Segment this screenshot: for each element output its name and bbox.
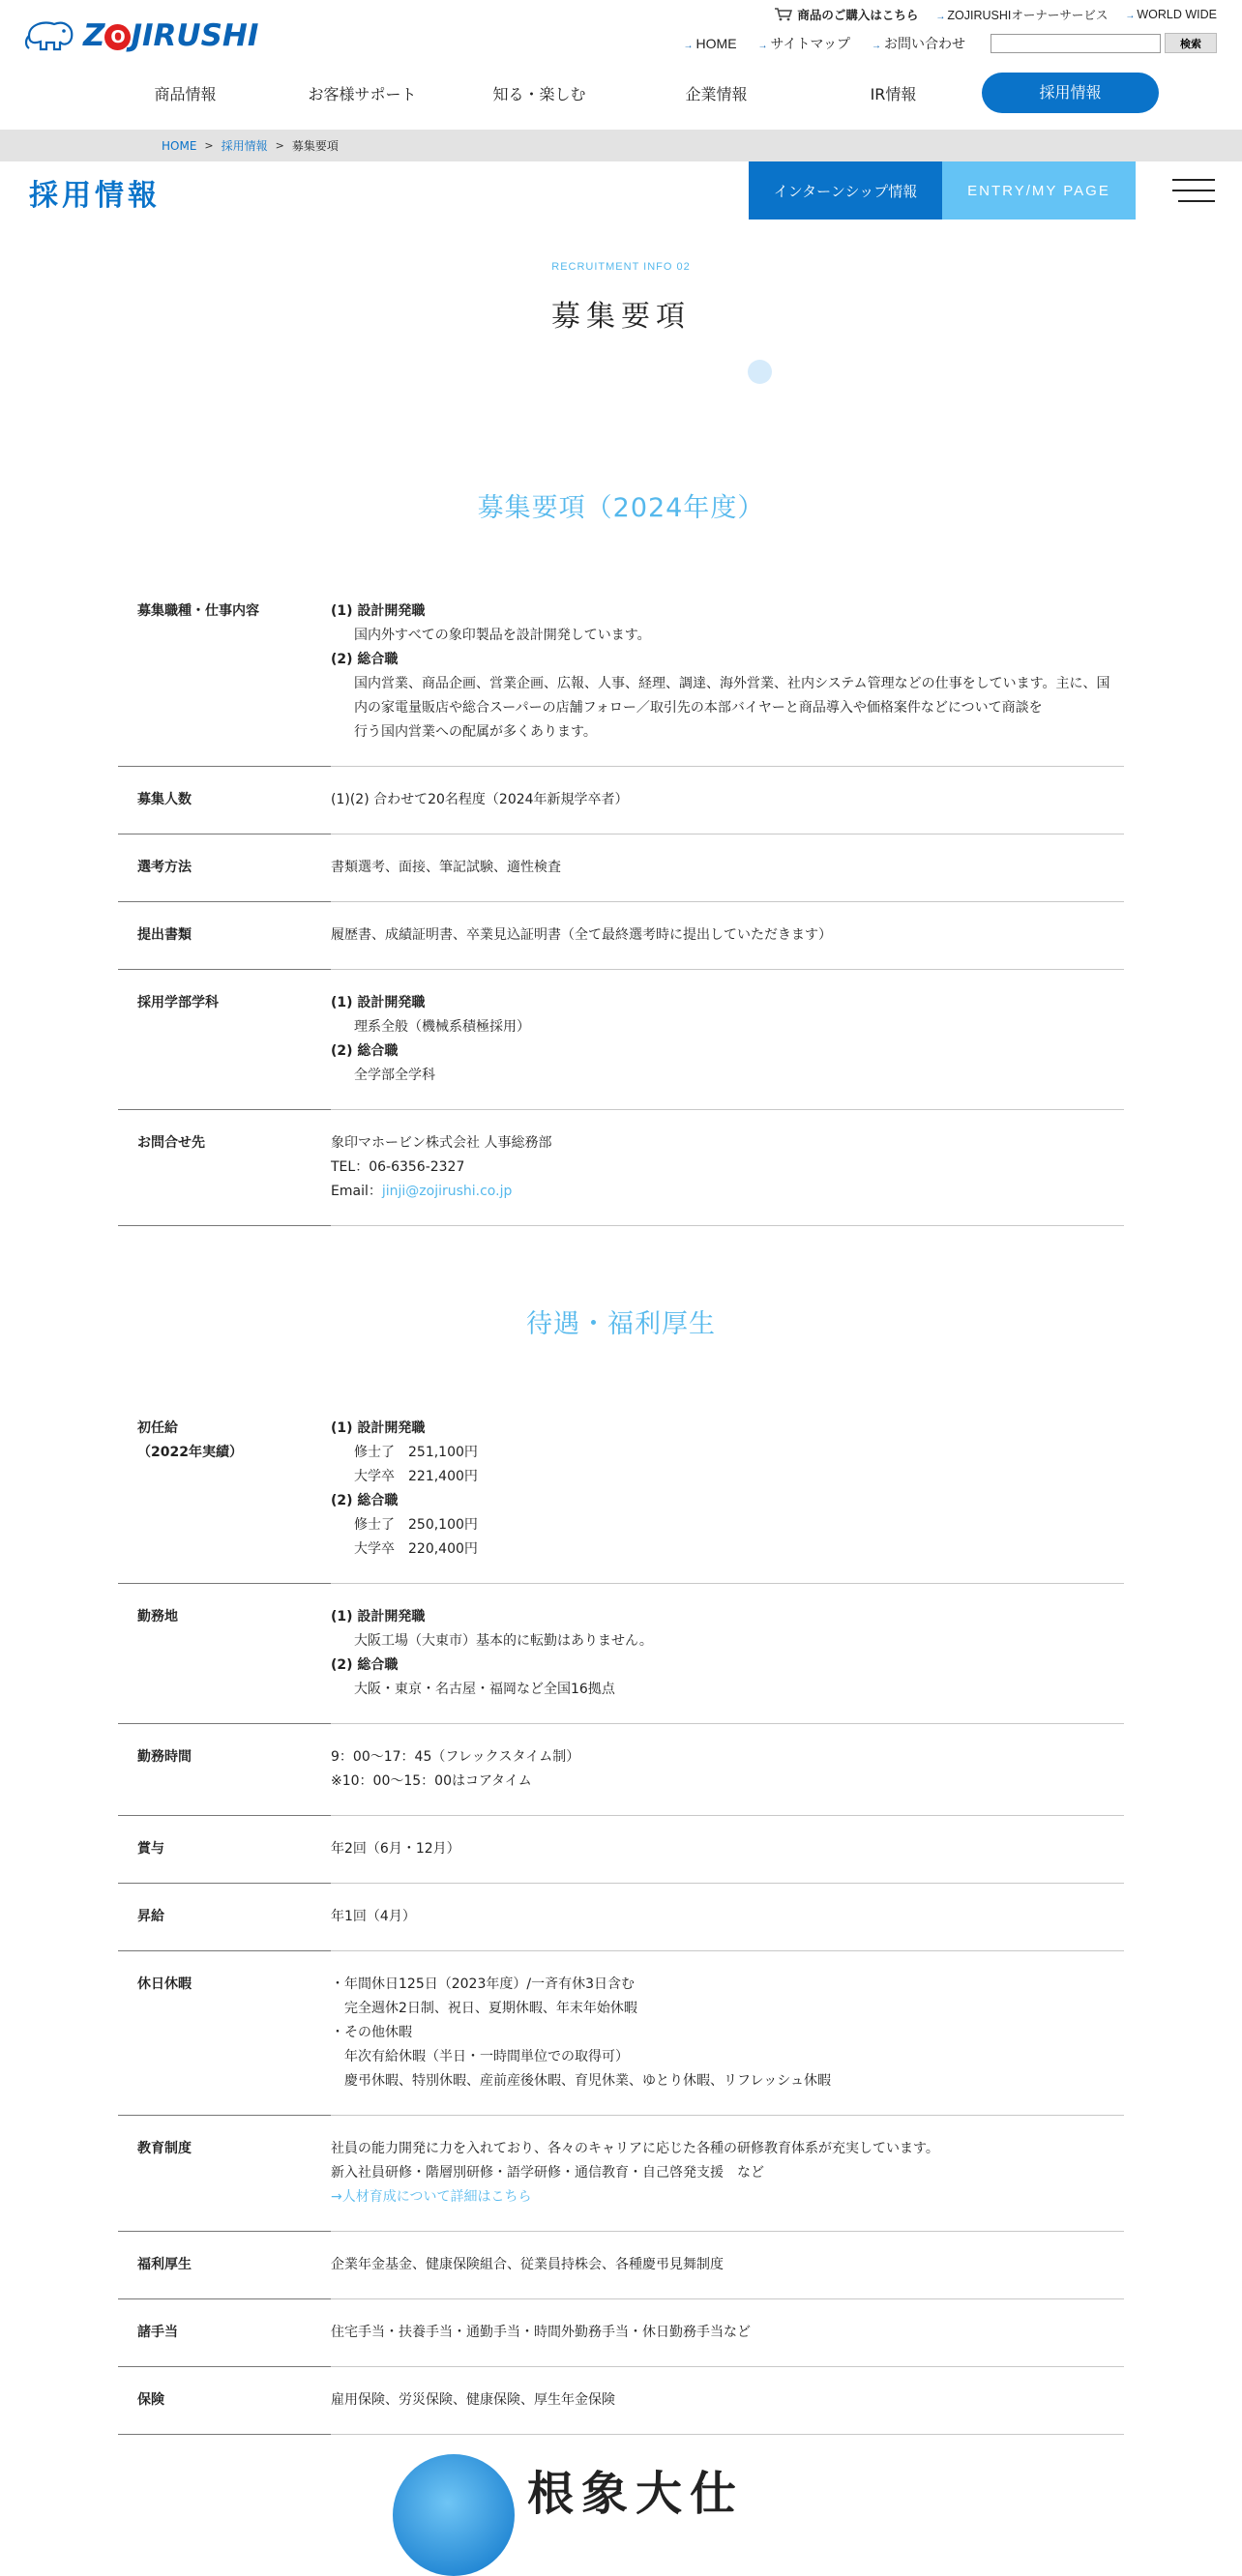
row-label-text: 提出書類 xyxy=(137,927,192,943)
detail-link[interactable] xyxy=(331,2185,1124,2210)
hero-decoration-dot xyxy=(748,360,772,384)
contact-label: お問い合わせ xyxy=(884,35,965,51)
row-value-text: 年1回（4月） xyxy=(331,1909,416,1924)
internship-button[interactable]: インターンシップ情報 xyxy=(749,161,942,220)
row-label-note: （2022年実績） xyxy=(137,1445,243,1460)
row-value-text: 大阪・東京・名古屋・福岡など全国16拠点 xyxy=(354,1682,615,1697)
page-title: 募集要項 xyxy=(551,300,691,334)
row-label-text: 勤務地 xyxy=(137,1609,178,1625)
row-value-line xyxy=(331,1039,1124,1064)
row-label-text: 募集職種・仕事内容 xyxy=(137,603,259,619)
row-value-text: 大阪工場（大東市）基本的に転勤はありません。 xyxy=(354,1633,653,1649)
row-value-line xyxy=(331,1131,1124,1156)
email-link[interactable]: jinji@zojirushi.co.jp xyxy=(381,1184,513,1199)
row-value-line xyxy=(331,1973,1124,1997)
row-value-line xyxy=(331,1537,1124,1562)
table-row xyxy=(118,1816,1124,1884)
row-value-text: 完全週休2日制、祝日、夏期休暇、年末年始休暇 xyxy=(331,2001,637,2016)
row-value-text: TEL：06-6356-2327 xyxy=(331,1159,465,1175)
row-label xyxy=(118,2116,331,2232)
row-label-text: 選考方法 xyxy=(137,860,192,875)
main-nav xyxy=(97,72,1161,114)
contact-link[interactable] xyxy=(872,34,965,53)
row-value-text: 修士了 251,100円 xyxy=(354,1445,478,1460)
breadcrumb-separator: > xyxy=(275,139,284,152)
row-value-line xyxy=(331,856,1124,880)
table-row xyxy=(118,970,1124,1110)
row-label-text: 教育制度 xyxy=(137,2141,192,2156)
table-row xyxy=(118,767,1124,834)
row-label-text: 休日休暇 xyxy=(137,1976,192,1992)
arrow-icon: → xyxy=(683,40,694,51)
owner-service-label: ZOJIRUSHIオーナーサービス xyxy=(947,9,1109,22)
row-value xyxy=(331,2367,1124,2435)
row-value-text: ・その他休暇 xyxy=(331,2025,412,2040)
row-label-text: 保険 xyxy=(137,2392,164,2408)
row-label xyxy=(118,1584,331,1724)
brand-name: Z O JIRUSHI xyxy=(83,18,259,53)
row-value-text: 大学卒 220,400円 xyxy=(354,1541,478,1557)
row-label xyxy=(118,1724,331,1816)
row-value-text: (1)(2) 合わせて20名程度（2024年新規学卒者） xyxy=(331,792,629,807)
row-value-line xyxy=(331,648,1124,672)
row-value-text: 国内外すべての象印製品を設計開発しています。 xyxy=(354,628,651,643)
row-value-text: 社員の能力開発に力を入れており、各々のキャリアに応じた各種の研修教育体系が充実しています。 xyxy=(331,2141,939,2156)
row-label xyxy=(118,1951,331,2116)
row-value xyxy=(331,902,1124,970)
row-value-line xyxy=(331,1180,1124,1204)
row-value-line xyxy=(331,2137,1124,2161)
row-label xyxy=(118,902,331,970)
row-value-line xyxy=(331,2021,1124,2045)
breadcrumb-recruit[interactable]: 採用情報 xyxy=(221,139,268,153)
table-row xyxy=(118,1951,1124,2116)
row-label-text: 採用学部学科 xyxy=(137,995,219,1010)
section-header xyxy=(0,161,1242,220)
row-value-line xyxy=(331,2069,1124,2093)
row-label xyxy=(118,1816,331,1884)
row-value-line xyxy=(331,2388,1124,2413)
row-value-text: 象印マホービン株式会社 人事総務部 xyxy=(331,1135,552,1151)
row-value-text: 大学卒 221,400円 xyxy=(354,1469,478,1484)
hero-subtitle: RECRUITMENT INFO 02 xyxy=(551,261,691,273)
row-value-line xyxy=(331,1156,1124,1180)
menu-icon[interactable] xyxy=(1172,179,1215,204)
row-value-line xyxy=(331,1678,1124,1702)
row-value xyxy=(331,2116,1124,2232)
nav-ir[interactable]: IR情報 xyxy=(870,84,917,103)
recruit-table xyxy=(118,578,1124,1226)
row-value-line xyxy=(331,1837,1124,1861)
row-label xyxy=(118,578,331,767)
row-value xyxy=(331,1584,1124,1724)
row-value-text: 雇用保険、労災保険、健康保険、厚生年金保険 xyxy=(331,2392,615,2408)
row-value xyxy=(331,1816,1124,1884)
bottom-decoration-circle xyxy=(393,2454,515,2576)
benefits-table xyxy=(118,1395,1124,2435)
row-label xyxy=(118,2367,331,2435)
cart-icon xyxy=(775,8,792,21)
arrow-icon: → xyxy=(757,40,768,51)
row-value-text: 行う国内営業への配属が多くあります。 xyxy=(354,724,597,740)
table-row xyxy=(118,1584,1124,1724)
row-label xyxy=(118,970,331,1110)
worldwide-link[interactable] xyxy=(1125,8,1217,21)
table-row xyxy=(118,2367,1124,2435)
row-value xyxy=(331,834,1124,902)
row-value-text: 企業年金基金、健康保険組合、従業員持株会、各種慶弔見舞制度 xyxy=(331,2257,724,2272)
row-value-text: (2) 総合職 xyxy=(331,1493,399,1508)
row-value-line xyxy=(331,1745,1124,1770)
row-value-line xyxy=(331,923,1124,948)
row-value-text: 全学部全学科 xyxy=(354,1068,435,1083)
row-label-text: 福利厚生 xyxy=(137,2257,192,2272)
row-value xyxy=(331,2299,1124,2367)
worldwide-label: WORLD WIDE xyxy=(1137,8,1217,21)
sitemap-link[interactable] xyxy=(758,34,850,53)
row-value-line xyxy=(331,1513,1124,1537)
row-value xyxy=(331,1110,1124,1226)
row-value-line xyxy=(331,1654,1124,1678)
row-label xyxy=(118,1110,331,1226)
row-value-text: 国内営業、商品企画、営業企画、広報、人事、経理、調達、海外営業、社内システム管理などの仕事をしています。主に、国 xyxy=(354,676,1110,691)
row-value-text: 9：00～17：45（フレックスタイム制） xyxy=(331,1749,580,1765)
row-value-line xyxy=(331,672,1124,696)
arrow-icon: → xyxy=(1125,11,1136,21)
entry-mypage-button[interactable]: ENTRY/MY PAGE xyxy=(942,161,1136,220)
row-label xyxy=(118,1884,331,1951)
row-value-text: 書類選考、面接、筆記試験、適性検査 xyxy=(331,860,561,875)
row-value-line xyxy=(331,696,1124,720)
row-value-text: (1) 設計開発職 xyxy=(331,1420,426,1436)
row-value-line xyxy=(331,1417,1124,1441)
row-value xyxy=(331,767,1124,834)
row-label xyxy=(118,2232,331,2299)
row-label xyxy=(118,1395,331,1584)
row-value-line xyxy=(331,600,1124,624)
nav-recruit[interactable]: 採用情報 xyxy=(982,73,1159,113)
row-value-line xyxy=(331,788,1124,812)
bottom-heading: 根象大仕 xyxy=(527,2467,745,2521)
sitemap-label: サイトマップ xyxy=(770,35,850,51)
row-value-text: (1) 設計開発職 xyxy=(331,995,426,1010)
breadcrumb-current: 募集要項 xyxy=(291,139,339,153)
nav-support[interactable]: お客様サポート xyxy=(308,84,417,103)
row-label xyxy=(118,834,331,902)
row-value-line xyxy=(331,1489,1124,1513)
row-value-line xyxy=(331,2045,1124,2069)
row-value-text: 新入社員研修・階層別研修・語学研修・通信教育・自己啓発支援 など xyxy=(331,2165,764,2181)
row-value-text: ・年間休日125日（2023年度）/一斉有休3日含む xyxy=(331,1976,635,1992)
search-button[interactable]: 検索 xyxy=(1165,33,1217,53)
row-label-text: 募集人数 xyxy=(137,792,192,807)
site-header xyxy=(0,0,1242,130)
row-value-text: →人材育成について詳細はこちら xyxy=(331,2189,532,2205)
row-value-line xyxy=(331,1441,1124,1465)
row-value-text: ※10：00～15：00はコアタイム xyxy=(331,1773,532,1789)
section-title[interactable]: 採用情報 xyxy=(29,179,161,213)
elephant-logo-icon xyxy=(23,16,77,55)
row-value-line xyxy=(331,2321,1124,2345)
row-value-line xyxy=(331,624,1124,648)
row-value-line xyxy=(331,720,1124,745)
home-label: HOME xyxy=(695,35,737,51)
row-label-text: 昇給 xyxy=(137,1909,164,1924)
row-value xyxy=(331,1724,1124,1816)
row-value-text: (1) 設計開発職 xyxy=(331,1609,426,1625)
buy-link[interactable] xyxy=(775,6,918,23)
row-value-line xyxy=(331,1605,1124,1629)
row-value-text: (2) 総合職 xyxy=(331,652,399,667)
row-value xyxy=(331,578,1124,767)
row-value-line xyxy=(331,1629,1124,1654)
owner-service-link[interactable] xyxy=(935,6,1108,23)
table-row xyxy=(118,1884,1124,1951)
table-row xyxy=(118,834,1124,902)
table-row xyxy=(118,1724,1124,1816)
row-value-text: 修士了 250,100円 xyxy=(354,1517,478,1533)
row-value-line xyxy=(331,1064,1124,1088)
table-row xyxy=(118,902,1124,970)
row-label-text: 諸手当 xyxy=(137,2325,178,2340)
row-value-text: Email： xyxy=(331,1184,382,1199)
row-label xyxy=(118,2299,331,2367)
row-value-line xyxy=(331,2253,1124,2277)
row-value-text: 年次有給休暇（半日・一時間単位での取得可） xyxy=(331,2049,629,2064)
nav-learn[interactable]: 知る・楽しむ xyxy=(492,84,586,103)
row-value-text: 理系全般（機械系積極採用） xyxy=(354,1019,530,1035)
row-value-line xyxy=(331,1770,1124,1794)
row-value-text: 慶弔休暇、特別休暇、産前産後休暇、育児休業、ゆとり休暇、リフレッシュ休暇 xyxy=(331,2073,832,2089)
row-value-text: (1) 設計開発職 xyxy=(331,603,426,619)
row-label-text: お問合せ先 xyxy=(137,1135,205,1151)
sub-nav xyxy=(684,33,1217,53)
row-value xyxy=(331,1884,1124,1951)
row-value-line xyxy=(331,1905,1124,1929)
row-value-line xyxy=(331,991,1124,1015)
nav-company[interactable]: 企業情報 xyxy=(685,84,748,103)
row-value-text: (2) 総合職 xyxy=(331,1657,399,1673)
row-value xyxy=(331,2232,1124,2299)
row-label-text: 初任給 xyxy=(137,1420,178,1436)
table-row xyxy=(118,2299,1124,2367)
table-row xyxy=(118,1395,1124,1584)
table-row xyxy=(118,1110,1124,1226)
row-value xyxy=(331,1951,1124,2116)
row-value-text: 年2回（6月・12月） xyxy=(331,1841,460,1857)
recruit-heading: 募集要項（2024年度） xyxy=(477,493,765,523)
search-input[interactable] xyxy=(991,34,1161,53)
row-value xyxy=(331,1395,1124,1584)
row-value-line xyxy=(331,2161,1124,2185)
row-label-text: 勤務時間 xyxy=(137,1749,192,1765)
row-value-text: (2) 総合職 xyxy=(331,1043,399,1059)
breadcrumb-separator: > xyxy=(204,139,214,152)
home-link[interactable] xyxy=(684,36,737,51)
benefits-heading: 待遇・福利厚生 xyxy=(526,1309,716,1339)
row-label-text: 賞与 xyxy=(137,1841,164,1857)
row-value-line xyxy=(331,1465,1124,1489)
row-value-text: 住宅手当・扶養手当・通勤手当・時間外勤務手当・休日勤務手当など xyxy=(331,2325,751,2340)
row-value xyxy=(331,970,1124,1110)
arrow-icon: → xyxy=(935,12,946,22)
row-value-line xyxy=(331,1997,1124,2021)
breadcrumb-home[interactable]: HOME xyxy=(162,138,197,153)
breadcrumb xyxy=(0,130,1242,161)
row-value-text: 履歴書、成績証明書、卒業見込証明書（全て最終選考時に提出していただきます） xyxy=(331,927,832,943)
row-value-line xyxy=(331,1015,1124,1039)
site-logo[interactable] xyxy=(23,14,258,58)
row-value-text: 内の家電量販店や総合スーパーの店舗フォロー／取引先の本部バイヤーと商品導入や価格案件などについて商談を xyxy=(354,700,1043,716)
nav-products[interactable]: 商品情報 xyxy=(154,84,217,103)
table-row xyxy=(118,2116,1124,2232)
table-row xyxy=(118,578,1124,767)
arrow-icon: → xyxy=(872,40,881,51)
table-row xyxy=(118,2232,1124,2299)
row-label xyxy=(118,767,331,834)
buy-label: 商品のご購入はこちら xyxy=(797,9,919,22)
utility-nav xyxy=(775,6,1217,23)
